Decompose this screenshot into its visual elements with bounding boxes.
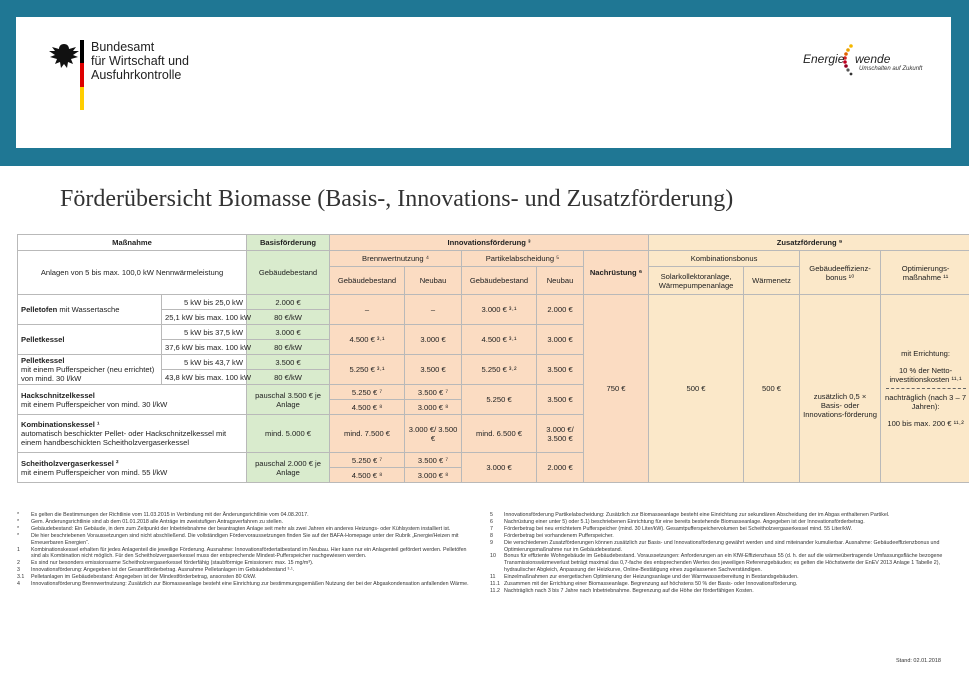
- footnotes-right: [490, 512, 950, 595]
- th-bw-gebaeude: Gebäudebestand: [330, 267, 405, 295]
- pelletofen-size-2: 25,1 kW bis max. 100 kW: [162, 310, 247, 325]
- th-kombi: Kombinationsbonus: [649, 251, 800, 267]
- pelletkessel-puffer-sub: mit einem Pufferspeicher (neu errichtet) von mind. 30 l/kW: [21, 365, 155, 383]
- pelletkessel-puffer-size-1: 5 kW bis 43,7 kW: [162, 355, 247, 370]
- german-flag-stripe: [80, 40, 84, 110]
- scheitholz-basis: pauschal 2.000 € je Anlage: [247, 453, 330, 483]
- footnote-text: Zusammen mit der Errichtung einer Biomasseanlage. Begrenzung auf höchstens 50 % der Basis- oder Innovationsförderung.: [504, 581, 798, 588]
- footnote-text: Es gelten die Bestimmungen der Richtlinie vom 11.03.2015 in Verbindung mit der Änderungsrichtlinie vom 04.08.2017.: [31, 512, 309, 518]
- hackschnitzel-basis: pauschal 3.500 € je Anlage: [247, 385, 330, 415]
- footnote-marker: *: [17, 512, 20, 518]
- kombinationskessel-pa-gebaeude: mind. 6.500 €: [462, 415, 537, 453]
- footnote-text: Gebäudebestand: Ein Gebäude, in dem zum Zeitpunkt der Inbetriebnahme der beantragten Anlage seit mehr als zwei Jahren ein anderes Heizungs- oder Kühlsystem installiert ist.: [31, 525, 451, 532]
- scheitholz-pa-gebaeude: 3.000 €: [462, 453, 537, 483]
- th-brennwert: Brennwertnutzung ⁴: [330, 251, 462, 267]
- kombinationskessel-pa-neubau: 3.000 €/ 3.500 €: [537, 415, 584, 453]
- scheitholz-sub: mit einem Pufferspeicher von mind. 55 l/kW: [21, 467, 168, 477]
- footnote: [490, 540, 950, 554]
- pelletkessel-puffer-basis-2: 80 €/kW: [247, 370, 330, 385]
- hackschnitzel-sub: mit einem Pufferspeicher von mind. 30 l/kW: [21, 399, 168, 409]
- energiewende-logo: [775, 40, 935, 85]
- page-title: Förderübersicht Biomasse (Basis-, Innovations- und Zusatzförderung): [60, 186, 734, 212]
- footnotes-left: [17, 512, 472, 588]
- th-nachruestung: Nachrüstung ⁶: [584, 251, 649, 295]
- footnote: [490, 526, 950, 533]
- pelletofen-pa-gebaeude: 3.000 € ³·¹: [462, 295, 537, 325]
- footnote: [490, 574, 950, 581]
- footnote: [490, 588, 950, 595]
- pelletkessel-pa-gebaeude: 4.500 € ³·¹: [462, 325, 537, 355]
- pelletkessel-size-1: 5 kW bis 37,5 kW: [162, 325, 247, 340]
- row-pelletofen-name: [18, 295, 162, 325]
- brand-wende: wende: [855, 52, 891, 66]
- kombinationskessel-name: [18, 415, 247, 453]
- footnote: [490, 581, 950, 588]
- footnote: [17, 567, 472, 574]
- footnote-marker: 11.1: [490, 581, 500, 588]
- th-partikel: Partikelabscheidung ⁵: [462, 251, 584, 267]
- footnote-text: Einzelmaßnahmen zur energetischen Optimierung der Heizungsanlage und der Warmwasserbereitung in Bestandsgebäuden.: [504, 574, 799, 581]
- footnote-marker: 3.1: [17, 574, 25, 581]
- footnote: [17, 574, 472, 581]
- opt-divider: [886, 388, 966, 389]
- th-waermenetz: Wärmenetz: [744, 267, 800, 295]
- opt-nachtraeglich: nachträglich (nach 3 – 7 Jahren):: [885, 393, 967, 411]
- footnote-marker: *: [17, 518, 20, 525]
- hackschnitzel-bw-gebaeude-1: 5.250 € ⁷: [330, 385, 405, 400]
- scheitholz-title: Scheitholzvergaserkessel ²: [21, 458, 119, 468]
- footnote-marker: 11.2: [490, 587, 500, 594]
- pelletkessel-size-2: 37,6 kW bis max. 100 kW: [162, 340, 247, 355]
- footnote: [17, 526, 472, 533]
- nachruestung-value: 750 €: [584, 295, 649, 483]
- kombinationskessel-bw-gebaeude: mind. 7.500 €: [330, 415, 405, 453]
- pelletofen-suffix: mit Wassertasche: [59, 305, 120, 314]
- hackschnitzel-name: [18, 385, 247, 415]
- footnote-text: Innovationsförderung Brennwertnutzung: Zusätzlich zur Biomasseanlage besteht eine Einrichtung zur bestimmungsgemäßen Nutzung der bei der Abgaskondensation anfallenden Wärme.: [31, 581, 469, 588]
- th-pa-gebaeude: Gebäudebestand: [462, 267, 537, 295]
- th-basis: Basisförderung: [247, 235, 330, 251]
- kombinationskessel-basis: mind. 5.000 €: [247, 415, 330, 453]
- footnote-text: Innovationsförderung: Angegeben ist der Gesamtförderbetrag. Ausnahme Pelletanlagen im Gebäudebestand ³·¹.: [31, 567, 295, 574]
- footnote-text: Förderbetrag bei neu errichtetem Pufferspeicher (mind. 30 Liter/kW). Gesamtpufferspeichervolumen bei Scheitholzvergaserkessel mind. 55 Liter/kW.: [504, 525, 853, 532]
- th-basis-gebaeude: Gebäudebestand: [247, 251, 330, 295]
- pelletkessel-title: Pelletkessel: [18, 325, 162, 355]
- th-effizienz: Gebäudeeffizienz-bonus ¹⁰: [800, 251, 881, 295]
- footnote-marker: *: [17, 525, 20, 532]
- waermenetz-value: 500 €: [744, 295, 800, 483]
- agency-name: [91, 40, 189, 82]
- pelletofen-basis-2: 80 €/kW: [247, 310, 330, 325]
- pelletkessel-puffer-pa-neubau: 3.500 €: [537, 355, 584, 385]
- pelletofen-size-1: 5 kW bis 25,0 kW: [162, 295, 247, 310]
- hackschnitzel-pa-neubau: 3.500 €: [537, 385, 584, 415]
- hackschnitzel-bw-neubau-2: 3.000 € ⁸: [405, 400, 462, 415]
- footnote-marker: 1: [17, 546, 20, 553]
- federal-eagle-icon: [44, 40, 84, 80]
- footnote-text: Die verschiedenen Zusatzförderungen können zusätzlich zur Basis- und Innovationsförderung gewährt werden und sind miteinander kumulierbar. Ausnahme: Gebäudeeffizienzbonus und Optimierungsmaßnahme nur im Gebäudebestand.: [504, 539, 940, 553]
- pelletofen-bw-gebaeude: –: [330, 295, 405, 325]
- footnote: [490, 533, 950, 540]
- footnote-marker: 6: [490, 518, 493, 525]
- footnote: [17, 560, 472, 567]
- footnote-text: Pelletanlagen im Gebäudebestand: Angegeben ist der Mindestförderbetrag, ansonsten 80 €/kW.: [31, 574, 257, 581]
- pelletkessel-puffer-title: Pelletkessel: [21, 356, 65, 365]
- th-solar: Solarkollektoranlage, Wärmepumpenanlage: [649, 267, 744, 295]
- kombinationskessel-bw-neubau: 3.000 €/ 3.500 €: [405, 415, 462, 453]
- kombinationskessel-title: Kombinationskessel ¹: [21, 420, 100, 429]
- pelletkessel-bw-gebaeude: 4.500 € ³·¹: [330, 325, 405, 355]
- footnote-marker: 9: [490, 539, 493, 546]
- scheitholz-bw-neubau-2: 3.000 € ⁸: [405, 468, 462, 483]
- th-bw-neubau: Neubau: [405, 267, 462, 295]
- footnote-text: Gem. Änderungsrichtlinie sind ab dem 01.01.2018 alle Anträge im zweistufigen Antragsverfahren zu stellen.: [31, 518, 284, 525]
- th-zusatz: Zusatzförderung ⁹: [649, 235, 969, 251]
- opt-netto: 10 % der Netto-investitionskosten ¹¹·¹: [889, 366, 962, 384]
- footnote-text: Nachrüstung einer unter 5) oder 5.1) beschriebenen Einrichtung für eine bereits bestehende Biomasseanlage. Angegeben ist der Innovationsförderbetrag.: [504, 518, 865, 525]
- pelletkessel-puffer-name: [18, 355, 162, 385]
- footnote: [17, 533, 472, 547]
- pelletofen-pa-neubau: 2.000 €: [537, 295, 584, 325]
- scheitholz-bw-gebaeude-1: 5.250 € ⁷: [330, 453, 405, 468]
- scheitholz-name: [18, 453, 247, 483]
- th-innovation: Innovationsförderung ³: [330, 235, 649, 251]
- footnote: [17, 519, 472, 526]
- pelletkessel-puffer-bw-gebaeude: 5.250 € ³·¹: [330, 355, 405, 385]
- footnote: [17, 581, 472, 588]
- optimierung-cell: [881, 295, 969, 483]
- footnote-text: Nachträglich nach 3 bis 7 Jahre nach Inbetriebnahme. Begrenzung auf die Höhe der förderfähigen Kosten.: [504, 587, 754, 594]
- footnote-text: Die hier beschriebenen Voraussetzungen sind nicht abschließend. Die vollständigen Fördervoraussetzungen finden Sie auf der BAFA-Homepage unter der Rubrik „Energie/Heizen mit Erneuerbaren Energien“.: [31, 532, 459, 546]
- pelletofen-basis-1: 2.000 €: [247, 295, 330, 310]
- footnote-text: Kombinationskessel erhalten für jedes Anlagenteil die jeweilige Förderung. Ausnahme: Innovationsfördertatbestand im Neubau. Hier kann nur ein Anlagenteil gefördert werden. Pelletöfen sind als Kombination nicht möglich. Für den Scheitholzvergaserkessel muss der entsprechende Mindest-Pufferspeicher nachgewiesen werden.: [31, 546, 467, 560]
- agency-line-3: Ausfuhrkontrolle: [91, 68, 182, 82]
- th-pa-neubau: Neubau: [537, 267, 584, 295]
- footnote-marker: 8: [490, 532, 493, 539]
- footnote-text: Innovationsförderung Partikelabscheidung: Zusätzlich zur Biomasseanlage besteht eine Einrichtung zur sekundären Abscheidung der im Abgas enthaltenen Partikel.: [504, 512, 890, 518]
- th-optimierung: Optimierungs-maßnahme ¹¹: [881, 251, 969, 295]
- agency-line-1: Bundesamt: [91, 40, 155, 54]
- pelletkessel-pa-neubau: 3.000 €: [537, 325, 584, 355]
- scheitholz-bw-neubau-1: 3.500 € ⁷: [405, 453, 462, 468]
- brand-tagline: Umschalten auf Zukunft: [859, 66, 923, 72]
- pelletofen-bw-neubau: –: [405, 295, 462, 325]
- solar-bonus-value: 500 €: [649, 295, 744, 483]
- hackschnitzel-bw-gebaeude-2: 4.500 € ⁸: [330, 400, 405, 415]
- footnote-text: Es sind nur besonders emissionsarme Scheitholzvergaserkessel förderfähig (staubförmige Emissionen: max. 15 mg/m³).: [31, 560, 314, 567]
- hackschnitzel-bw-neubau-1: 3.500 € ⁷: [405, 385, 462, 400]
- pelletkessel-bw-neubau: 3.000 €: [405, 325, 462, 355]
- footnote-marker: *: [17, 532, 20, 539]
- brand-energie: Energie: [803, 52, 845, 66]
- pelletkessel-puffer-basis-1: 3.500 €: [247, 355, 330, 370]
- funding-table: [17, 234, 969, 483]
- footnote: [490, 519, 950, 526]
- footnote: [17, 512, 472, 519]
- agency-line-2: für Wirtschaft und: [91, 54, 189, 68]
- pelletkessel-puffer-pa-gebaeude: 5.250 € ³·²: [462, 355, 537, 385]
- scheitholz-pa-neubau: 2.000 €: [537, 453, 584, 483]
- effizienz-value: [800, 295, 881, 483]
- footnote-marker: 5: [490, 512, 493, 518]
- th-anlagen: Anlagen von 5 bis max. 100,0 kW Nennwärmeleistung: [18, 251, 247, 295]
- footnote: [490, 553, 950, 574]
- th-massnahme: Maßnahme: [18, 235, 247, 251]
- footnote-text: Förderbetrag bei vorhandenem Pufferspeicher.: [504, 532, 614, 539]
- opt-betrag: 100 bis max. 200 € ¹¹·²: [887, 419, 964, 428]
- pelletofen-title: Pelletofen: [21, 305, 58, 314]
- pelletkessel-basis-1: 3.000 €: [247, 325, 330, 340]
- footnote-text: Bonus für effiziente Wohngebäude im Gebäudebestand. Voraussetzungen: Anforderungen an ein KfW-Effizienzhaus 55 (d. h. der auf die wärmeübertragende Umfassungsfläche bezogene Transmissionswärmeverlust beträgt maximal das 0,7-fache des entsprechenden Wertes des jeweiligen Referenzgebäudes; es gelten die Höchstwerte der EnEV 2013 Anlage 1 Tabelle 2), hydraulischer Abgleich, Anpassung der Heizkurve, Online-Bestätigung eines zugelassenen Sachverständigen.: [504, 553, 943, 574]
- footnote-marker: 10: [490, 553, 496, 560]
- footnote-marker: 3: [17, 567, 20, 574]
- pelletkessel-puffer-bw-neubau: 3.500 €: [405, 355, 462, 385]
- hackschnitzel-pa-gebaeude: 5.250 €: [462, 385, 537, 415]
- footnote: [490, 512, 950, 519]
- scheitholz-bw-gebaeude-2: 4.500 € ⁸: [330, 468, 405, 483]
- stand-date: Stand: 02.01.2018: [896, 658, 941, 664]
- pelletkessel-puffer-size-2: 43,8 kW bis max. 100 kW: [162, 370, 247, 385]
- kombinationskessel-sub: automatisch beschickter Pellet- oder Hackschnitzelkessel mit einem handbeschickten Scheitholzvergaserkessel: [21, 429, 227, 447]
- footnote-marker: 2: [17, 560, 20, 567]
- pelletkessel-basis-2: 80 €/kW: [247, 340, 330, 355]
- footnote-marker: 7: [490, 525, 493, 532]
- footnote-marker: 4: [17, 581, 20, 588]
- footnote-marker: 11: [490, 574, 496, 581]
- effizienz-text: zusätzlich 0,5 × Basis- oder Innovations-förderung: [803, 392, 877, 419]
- opt-mit-errichtung: mit Errichtung:: [901, 349, 951, 358]
- hackschnitzel-title: Hackschnitzelkessel: [21, 390, 95, 400]
- footnote: [17, 547, 472, 561]
